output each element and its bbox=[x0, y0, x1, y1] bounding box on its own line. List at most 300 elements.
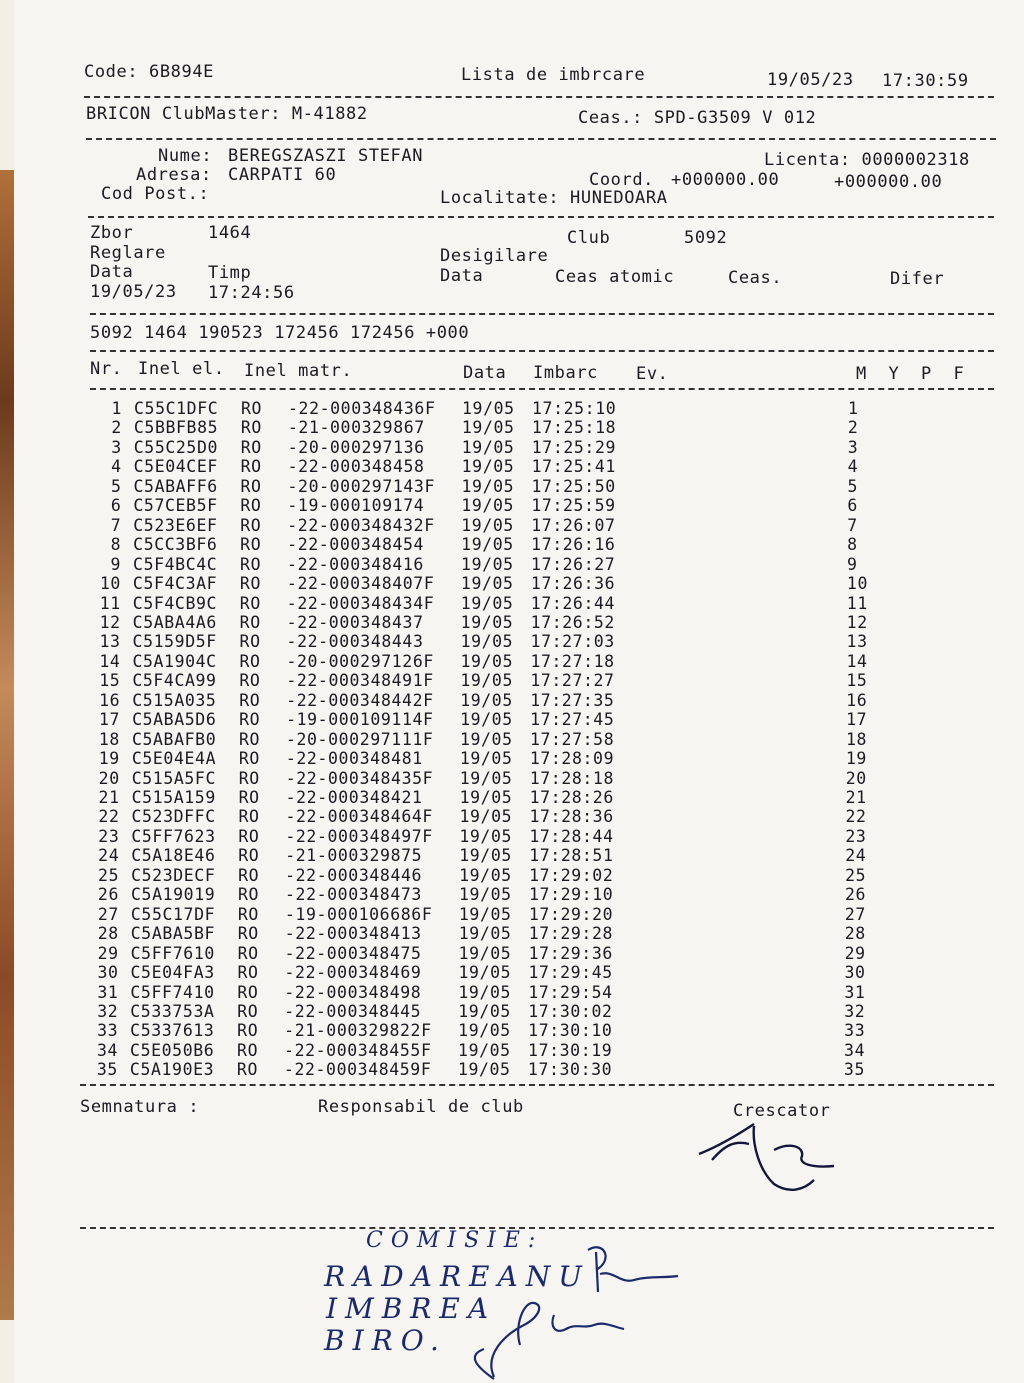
cell-data: 19/05 bbox=[461, 457, 515, 477]
cell-matr: -22-000348442F bbox=[286, 690, 434, 710]
code-label: Code: 6B894E bbox=[84, 62, 215, 82]
cell-matr: -21-000329875 bbox=[285, 846, 423, 866]
club-master: BRICON ClubMaster: M-41882 bbox=[86, 104, 368, 124]
cell-el: C523DECF bbox=[131, 865, 216, 885]
cell-matr: -22-000348498 bbox=[284, 982, 422, 1002]
table-row bbox=[14, 574, 1024, 594]
cell-ro: RO bbox=[238, 885, 260, 905]
commission-signature-2 bbox=[454, 1295, 634, 1383]
table-row bbox=[14, 1041, 1024, 1061]
cell-nr: 30 bbox=[97, 963, 119, 983]
cell-el: C5A18E46 bbox=[131, 846, 216, 866]
cell-nr: 33 bbox=[97, 1021, 119, 1041]
cell-m: 6 bbox=[847, 496, 858, 516]
cell-ora: 17:29:28 bbox=[528, 924, 614, 944]
cell-m: 15 bbox=[846, 671, 868, 691]
cell-ro: RO bbox=[239, 574, 261, 594]
desigilare-label: Desigilare bbox=[440, 246, 549, 266]
cell-nr: 27 bbox=[97, 904, 119, 924]
desigilare-data-label: Data bbox=[440, 266, 484, 286]
semnatura-label: Semnatura : bbox=[80, 1097, 200, 1117]
cell-m: 5 bbox=[847, 476, 859, 496]
cell-ro: RO bbox=[237, 1021, 259, 1041]
cell-data: 19/05 bbox=[461, 476, 515, 496]
cell-data: 19/05 bbox=[460, 651, 514, 671]
code-line: 5092 1464 190523 172456 172456 +000 bbox=[90, 323, 470, 343]
cell-ora: 17:26:16 bbox=[531, 535, 616, 555]
cell-nr: 8 bbox=[110, 535, 122, 555]
cell-m: 10 bbox=[846, 574, 868, 594]
cell-el: C5F4CA99 bbox=[132, 671, 217, 691]
cell-data: 19/05 bbox=[460, 671, 513, 691]
cell-data: 19/05 bbox=[461, 496, 515, 516]
cell-m: 17 bbox=[846, 710, 868, 730]
table-row bbox=[14, 418, 1024, 438]
document-title: Lista de imbrcare bbox=[461, 65, 646, 85]
cell-ora: 17:27:45 bbox=[530, 710, 615, 730]
cell-nr: 24 bbox=[98, 846, 120, 866]
cell-matr: -22-000348475 bbox=[284, 943, 422, 963]
table-row bbox=[14, 632, 1024, 652]
divider bbox=[80, 1084, 994, 1086]
zbor-value: 1464 bbox=[208, 223, 252, 243]
ceas-label: Ceas. bbox=[728, 268, 783, 288]
cell-nr: 14 bbox=[99, 651, 121, 671]
cell-ora: 17:25:50 bbox=[531, 476, 616, 496]
cell-ro: RO bbox=[239, 690, 261, 710]
cell-ro: RO bbox=[238, 865, 260, 885]
cell-ora: 17:25:59 bbox=[531, 496, 616, 516]
cell-ro: RO bbox=[240, 476, 262, 496]
cell-nr: 32 bbox=[97, 1001, 119, 1021]
cell-nr: 35 bbox=[96, 1060, 118, 1080]
cell-data: 19/05 bbox=[462, 399, 515, 418]
cell-data: 19/05 bbox=[459, 729, 513, 749]
cell-m: 22 bbox=[845, 807, 867, 827]
handwritten-name-2: IMBREA bbox=[326, 1292, 497, 1325]
cell-ora: 17:29:20 bbox=[528, 904, 614, 924]
divider bbox=[90, 350, 994, 352]
cell-ro: RO bbox=[240, 457, 262, 477]
divider bbox=[90, 313, 994, 315]
print-time: 17:30:59 bbox=[882, 71, 969, 91]
club-label: Club bbox=[567, 228, 611, 248]
cell-nr: 17 bbox=[99, 710, 121, 730]
table-row bbox=[14, 710, 1024, 730]
col-nr: Nr. bbox=[90, 359, 123, 379]
cell-matr: -22-000348434F bbox=[286, 593, 435, 613]
col-data: Data bbox=[463, 363, 507, 383]
cell-ro: RO bbox=[240, 418, 262, 438]
cell-ora: 17:26:27 bbox=[531, 554, 616, 574]
cell-nr: 19 bbox=[98, 749, 120, 769]
cell-el: C5A190E3 bbox=[129, 1060, 215, 1080]
cell-ro: RO bbox=[240, 535, 262, 555]
cell-nr: 28 bbox=[97, 924, 119, 944]
cell-ro: RO bbox=[238, 788, 260, 807]
cell-data: 19/05 bbox=[460, 593, 514, 613]
cell-ro: RO bbox=[239, 593, 261, 613]
cell-m: 23 bbox=[845, 826, 867, 846]
table-row bbox=[14, 1060, 1024, 1080]
cell-nr: 25 bbox=[98, 865, 120, 885]
cell-el: C523E6EF bbox=[133, 515, 218, 535]
cell-matr: -22-000348437 bbox=[286, 612, 424, 632]
cell-m: 21 bbox=[845, 788, 867, 807]
cell-m: 33 bbox=[844, 1021, 866, 1041]
cell-matr: -22-000348432F bbox=[287, 515, 435, 535]
cell-nr: 5 bbox=[110, 476, 122, 496]
table-row bbox=[14, 613, 1024, 633]
cell-ro: RO bbox=[240, 437, 262, 457]
cell-nr: 9 bbox=[110, 554, 122, 574]
cell-ro: RO bbox=[237, 982, 259, 1002]
cell-ora: 17:30:30 bbox=[527, 1060, 613, 1080]
cell-ro: RO bbox=[238, 846, 260, 866]
cell-matr: -22-000348491F bbox=[286, 671, 434, 691]
cell-data: 19/05 bbox=[458, 924, 512, 944]
cell-ro: RO bbox=[236, 1060, 258, 1080]
cell-data: 19/05 bbox=[459, 846, 512, 866]
cell-nr: 16 bbox=[99, 690, 121, 710]
cell-ro: RO bbox=[238, 729, 261, 749]
cell-m: 7 bbox=[847, 515, 858, 535]
table-row bbox=[14, 496, 1024, 516]
cell-m: 9 bbox=[847, 554, 858, 574]
cell-el: C5ABAFB0 bbox=[131, 729, 217, 749]
cell-ora: 17:25:10 bbox=[532, 399, 617, 418]
cell-ora: 17:29:45 bbox=[528, 963, 613, 983]
handwritten-name-1: RADAREANU bbox=[324, 1260, 590, 1293]
cell-matr: -22-000348446 bbox=[285, 865, 423, 885]
cell-ora: 17:27:03 bbox=[530, 632, 615, 652]
cell-nr: 18 bbox=[98, 729, 120, 749]
cell-ora: 17:27:27 bbox=[530, 671, 615, 691]
reglare-data: 19/05/23 bbox=[90, 282, 177, 302]
divider bbox=[88, 216, 994, 218]
cell-ro: RO bbox=[237, 1001, 259, 1021]
cell-ro: RO bbox=[240, 515, 262, 535]
cell-matr: -22-000348421 bbox=[285, 788, 423, 807]
cell-m: 3 bbox=[847, 437, 859, 457]
table-row bbox=[14, 963, 1024, 983]
cell-m: 24 bbox=[845, 846, 867, 866]
cell-matr: -22-000348413 bbox=[284, 924, 422, 944]
table-row bbox=[14, 905, 1024, 925]
table-row bbox=[14, 438, 1024, 458]
owner-address: CARPATI 60 bbox=[228, 165, 337, 185]
cell-el: C5F4BC4C bbox=[133, 554, 218, 574]
cell-el: C5ABA4A6 bbox=[132, 612, 217, 632]
data-label: Data bbox=[90, 262, 134, 282]
cell-ora: 17:27:18 bbox=[530, 651, 615, 671]
cell-ora: 17:25:29 bbox=[531, 437, 617, 457]
cell-nr: 15 bbox=[99, 671, 121, 691]
cell-matr: -19-000109174 bbox=[287, 496, 425, 516]
cell-ora: 17:27:35 bbox=[530, 690, 615, 710]
cell-ora: 17:26:44 bbox=[530, 593, 616, 613]
cell-ora: 17:25:18 bbox=[531, 418, 617, 438]
cell-m: 28 bbox=[844, 924, 866, 944]
table-row bbox=[14, 730, 1024, 750]
cell-nr: 11 bbox=[99, 593, 121, 613]
cell-ro: RO bbox=[239, 651, 261, 671]
cell-data: 19/05 bbox=[461, 418, 515, 438]
cell-nr: 1 bbox=[111, 399, 122, 418]
cell-data: 19/05 bbox=[459, 807, 513, 827]
cell-nr: 10 bbox=[99, 574, 121, 594]
cell-matr: -20-000297143F bbox=[287, 476, 435, 496]
cell-data: 19/05 bbox=[460, 690, 513, 710]
table-row bbox=[14, 652, 1024, 672]
divider bbox=[90, 388, 994, 390]
cell-ora: 17:28:36 bbox=[529, 807, 614, 827]
cell-ro: RO bbox=[239, 710, 261, 730]
cell-ora: 17:30:10 bbox=[528, 1021, 613, 1041]
cell-el: C5FF7410 bbox=[130, 982, 215, 1002]
cell-data: 19/05 bbox=[460, 632, 514, 652]
cell-ora: 17:26:07 bbox=[531, 515, 616, 535]
cell-m: 35 bbox=[843, 1060, 865, 1080]
table-row bbox=[14, 399, 1024, 419]
col-ev: Ev. bbox=[636, 364, 669, 384]
cell-matr: -22-000348469 bbox=[284, 963, 422, 983]
club-value: 5092 bbox=[684, 228, 728, 248]
cell-ro: RO bbox=[241, 399, 263, 418]
table-row bbox=[14, 594, 1024, 614]
cell-data: 19/05 bbox=[458, 982, 512, 1002]
responsabil-label: Responsabil de club bbox=[318, 1097, 524, 1117]
cell-matr: -19-000109114F bbox=[286, 710, 434, 730]
table-row bbox=[14, 1021, 1024, 1041]
cell-m: 29 bbox=[844, 943, 866, 963]
table-row bbox=[14, 924, 1024, 944]
table-row bbox=[14, 1002, 1024, 1022]
difer-label: Difer bbox=[890, 269, 945, 289]
col-flags: M Y P F bbox=[856, 364, 965, 384]
cell-nr: 20 bbox=[98, 768, 120, 788]
cell-data: 19/05 bbox=[458, 1021, 511, 1041]
cell-matr: -22-000348443 bbox=[286, 632, 424, 652]
cell-el: C5ABA5BF bbox=[130, 924, 216, 944]
cell-matr: -19-000106686F bbox=[284, 904, 433, 924]
cell-ro: RO bbox=[237, 963, 259, 983]
table-row bbox=[14, 866, 1024, 886]
table-row bbox=[14, 555, 1024, 575]
cell-data: 19/05 bbox=[461, 554, 514, 574]
cell-nr: 23 bbox=[98, 826, 120, 846]
cell-nr: 34 bbox=[96, 1040, 119, 1060]
cell-m: 20 bbox=[845, 768, 867, 788]
cell-el: C5A1904C bbox=[132, 651, 217, 671]
cell-matr: -20-000297136 bbox=[287, 437, 425, 457]
cell-matr: -21-000329867 bbox=[287, 418, 425, 438]
cell-data: 19/05 bbox=[459, 885, 512, 905]
cell-data: 19/05 bbox=[460, 710, 513, 730]
cell-el: C55C1DFC bbox=[134, 399, 219, 418]
timp-label: Timp bbox=[208, 263, 252, 283]
cell-m: 11 bbox=[846, 593, 868, 613]
table-row bbox=[14, 788, 1024, 808]
cell-ora: 17:30:02 bbox=[528, 1001, 613, 1021]
table-row bbox=[14, 827, 1024, 847]
cell-data: 19/05 bbox=[459, 865, 512, 885]
cell-data: 19/05 bbox=[460, 574, 514, 594]
cell-el: C5BBFB85 bbox=[133, 418, 219, 438]
cell-data: 19/05 bbox=[459, 788, 513, 807]
cell-ora: 17:28:18 bbox=[529, 768, 614, 788]
cell-m: 31 bbox=[844, 982, 866, 1002]
cell-nr: 7 bbox=[110, 515, 122, 535]
cell-matr: -22-000348436F bbox=[288, 399, 436, 418]
cell-matr: -22-000348481 bbox=[285, 749, 423, 769]
cell-m: 25 bbox=[845, 865, 867, 885]
cell-m: 8 bbox=[847, 535, 858, 555]
cell-matr: -22-000348435F bbox=[285, 768, 434, 788]
cell-ro: RO bbox=[240, 496, 262, 516]
cell-nr: 26 bbox=[97, 885, 119, 905]
cell-nr: 2 bbox=[111, 418, 122, 438]
cell-ro: RO bbox=[238, 807, 260, 827]
commission-signature-1 bbox=[574, 1240, 694, 1300]
table-row bbox=[14, 516, 1024, 536]
ceas-atomic-label: Ceas atomic bbox=[555, 267, 675, 287]
coord-y: +000000.00 bbox=[834, 172, 943, 192]
cell-m: 2 bbox=[847, 418, 859, 438]
cell-m: 12 bbox=[846, 612, 868, 632]
cell-matr: -22-000348458 bbox=[287, 457, 425, 477]
reglare-timp: 17:24:56 bbox=[208, 283, 295, 303]
col-inel-el: Inel el. bbox=[138, 359, 225, 379]
table-row bbox=[14, 749, 1024, 769]
cell-ro: RO bbox=[237, 1040, 259, 1060]
cell-ro: RO bbox=[237, 924, 259, 944]
cell-el: C5ABA5D6 bbox=[132, 710, 217, 730]
licenta: Licenta: 0000002318 bbox=[764, 150, 970, 170]
owner-name: BEREGSZASZI STEFAN bbox=[228, 146, 424, 166]
cell-m: 34 bbox=[844, 1040, 866, 1060]
cell-ora: 17:28:51 bbox=[529, 846, 614, 866]
cell-m: 18 bbox=[845, 729, 868, 749]
cell-ora: 17:28:44 bbox=[529, 826, 614, 846]
cell-el: C5A19019 bbox=[131, 885, 216, 905]
cell-nr: 22 bbox=[98, 807, 120, 827]
handwritten-comisie: COMISIE: bbox=[366, 1228, 544, 1253]
cell-data: 19/05 bbox=[458, 943, 512, 963]
cell-m: 16 bbox=[846, 690, 868, 710]
localitate: Localitate: HUNEDOARA bbox=[440, 188, 668, 208]
cell-el: C57CEB5F bbox=[133, 496, 218, 516]
cell-ora: 17:28:09 bbox=[529, 749, 615, 769]
cell-nr: 31 bbox=[97, 982, 119, 1002]
cell-matr: -20-000297126F bbox=[286, 651, 434, 671]
divider bbox=[84, 96, 994, 98]
cell-ro: RO bbox=[240, 554, 262, 574]
cell-matr: -22-000348459F bbox=[283, 1060, 432, 1080]
col-imbarc: Imbarc bbox=[533, 363, 599, 383]
cell-ora: 17:28:26 bbox=[529, 788, 614, 807]
cell-el: C5F4CB9C bbox=[132, 593, 218, 613]
cell-nr: 12 bbox=[99, 612, 121, 632]
cell-m: 27 bbox=[844, 904, 866, 924]
cell-m: 26 bbox=[845, 885, 867, 905]
cell-m: 19 bbox=[845, 749, 867, 769]
cell-el: C5E04CEF bbox=[133, 457, 218, 477]
cell-data: 19/05 bbox=[457, 1060, 511, 1080]
cell-data: 19/05 bbox=[461, 515, 514, 535]
cell-ora: 17:29:54 bbox=[528, 982, 613, 1002]
cell-nr: 4 bbox=[111, 457, 122, 477]
cell-m: 30 bbox=[844, 963, 866, 983]
cell-matr: -22-000348416 bbox=[287, 554, 424, 574]
cell-nr: 13 bbox=[99, 632, 121, 652]
cell-m: 1 bbox=[848, 399, 859, 418]
table-row bbox=[14, 671, 1024, 691]
cell-ora: 17:27:58 bbox=[529, 729, 615, 749]
nume-label: Nume: bbox=[158, 146, 213, 166]
cell-ro: RO bbox=[239, 671, 261, 691]
cell-m: 4 bbox=[847, 457, 859, 477]
cell-ro: RO bbox=[237, 904, 259, 924]
cell-ro: RO bbox=[238, 749, 260, 769]
cell-data: 19/05 bbox=[458, 904, 512, 924]
cell-el: C55C25D0 bbox=[133, 437, 219, 457]
printed-sheet bbox=[14, 0, 1024, 1383]
cell-el: C523DFFC bbox=[131, 807, 216, 827]
cell-nr: 6 bbox=[110, 496, 122, 516]
cell-m: 13 bbox=[846, 632, 868, 652]
cell-el: C5E050B6 bbox=[130, 1040, 215, 1060]
cell-ro: RO bbox=[239, 632, 261, 652]
cell-matr: -20-000297111F bbox=[285, 729, 434, 749]
print-date: 19/05/23 bbox=[767, 70, 854, 90]
cell-data: 19/05 bbox=[458, 963, 512, 983]
cell-nr: 3 bbox=[111, 437, 122, 457]
handwritten-name-3: BIRO. bbox=[324, 1324, 447, 1357]
table-row bbox=[14, 846, 1024, 866]
table-row bbox=[14, 769, 1024, 789]
cell-el: C515A5FC bbox=[131, 768, 216, 788]
table-row bbox=[14, 457, 1024, 477]
cell-el: C5E04FA3 bbox=[130, 963, 215, 983]
coord-x: +000000.00 bbox=[671, 170, 780, 190]
cell-matr: -22-000348455F bbox=[284, 1040, 432, 1060]
cell-matr: -22-000348407F bbox=[286, 574, 435, 594]
cell-m: 14 bbox=[846, 651, 868, 671]
cell-matr: -21-000329822F bbox=[284, 1021, 432, 1041]
cell-ro: RO bbox=[237, 943, 259, 963]
table-row bbox=[14, 944, 1024, 964]
divider bbox=[86, 138, 996, 140]
cell-el: C5159D5F bbox=[132, 632, 217, 652]
cell-matr: -22-000348473 bbox=[285, 885, 422, 905]
cell-el: C5E04E4A bbox=[131, 749, 217, 769]
cell-matr: -22-000348445 bbox=[284, 1001, 422, 1021]
cell-data: 19/05 bbox=[461, 437, 515, 457]
cell-data: 19/05 bbox=[459, 768, 513, 788]
cell-data: 19/05 bbox=[460, 612, 514, 632]
cell-ora: 17:29:10 bbox=[529, 885, 614, 905]
cell-el: C5FF7610 bbox=[130, 943, 215, 963]
table-row bbox=[14, 885, 1024, 905]
cell-ro: RO bbox=[238, 768, 260, 788]
cell-ro: RO bbox=[238, 826, 260, 846]
cell-ro: RO bbox=[239, 612, 261, 632]
table-row bbox=[14, 535, 1024, 555]
cell-ora: 17:26:36 bbox=[530, 574, 616, 594]
table-row bbox=[14, 983, 1024, 1003]
cell-el: C5FF7623 bbox=[131, 826, 216, 846]
